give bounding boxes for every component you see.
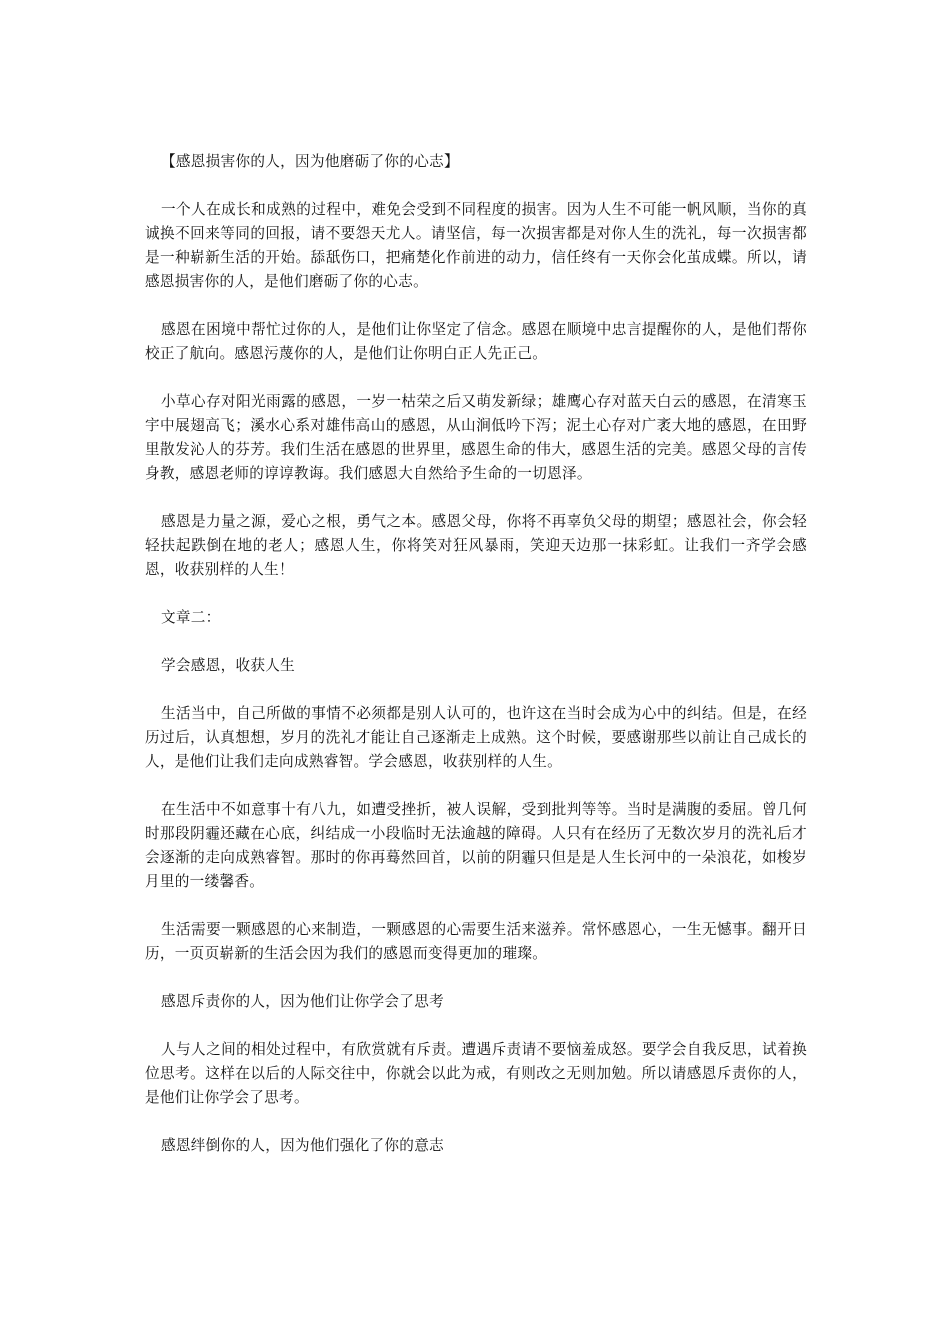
section-heading: 【感恩损害你的人，因为他磨砺了你的心志】 — [161, 153, 459, 170]
paragraph: 感恩是力量之源，爱心之根，勇气之本。感恩父母，你将不再辜负父母的期望；感恩社会，你会轻轻扶起跌倒在地的老人；感恩人生，你将笑对狂风暴雨，笑迎天边那一抹彩虹。让我们一齐学会感恩，收获别样的人生！ — [145, 513, 807, 578]
section-heading: 感恩绊倒你的人，因为他们强化了你的意志 — [161, 1137, 444, 1154]
paragraph: 小草心存对阳光雨露的感恩，一岁一枯荣之后又萌发新绿；雄鹰心存对蓝天白云的感恩，在清寒玉宇中展翅高飞；溪水心系对雄伟高山的感恩，从山涧低吟下泻；泥土心存对广袤大地的感恩，在田野里散发沁人的芬芳。我们生活在感恩的世界里，感恩生命的伟大，感恩生活的完美。感恩父母的言传身教，感恩老师的谆谆教诲。我们感恩大自然给予生命的一切恩泽。 — [145, 393, 807, 482]
document-body — [145, 150, 807, 1182]
article-title: 学会感恩，收获人生 — [161, 657, 296, 674]
paragraph: 生活需要一颗感恩的心来制造，一颗感恩的心需要生活来滋养。常怀感恩心，一生无憾事。翻开日历，一页页崭新的生活会因为我们的感恩而变得更加的璀璨。 — [145, 921, 807, 962]
article-label: 文章二： — [161, 609, 221, 626]
section-heading: 感恩斥责你的人，因为他们让你学会了思考 — [161, 993, 444, 1010]
paragraph: 一个人在成长和成熟的过程中，难免会受到不同程度的损害。因为人生不可能一帆风顺，当你的真诚换不回来等同的回报，请不要怨天尤人。请坚信，每一次损害都是对你人生的洗礼，每一次损害都是一种崭新生活的开始。舔舐伤口，把痛楚化作前进的动力，信任终有一天你会化茧成蝶。所以，请感恩损害你的人，是他们磨砺了你的心志。 — [145, 201, 807, 290]
paragraph: 人与人之间的相处过程中，有欣赏就有斥责。遭遇斥责请不要恼羞成怒。要学会自我反思，试着换位思考。这样在以后的人际交往中，你就会以此为戒，有则改之无则加勉。所以请感恩斥责你的人，是他们让你学会了思考。 — [145, 1041, 807, 1106]
paragraph: 在生活中不如意事十有八九，如遭受挫折，被人误解，受到批判等等。当时是满腹的委屈。曾几何时那段阴霾还藏在心底，纠结成一小段临时无法逾越的障碍。人只有在经历了无数次岁月的洗礼后才会逐渐的走向成熟睿智。那时的你再蓦然回首，以前的阴霾只但是是人生长河中的一朵浪花，如梭岁月里的一缕馨香。 — [145, 801, 807, 890]
paragraph: 生活当中，自己所做的事情不必须都是别人认可的，也许这在当时会成为心中的纠结。但是，在经历过后，认真想想，岁月的洗礼才能让自己逐渐走上成熟。这个时候，要感谢那些以前让自己成长的人，是他们让我们走向成熟睿智。学会感恩，收获别样的人生。 — [145, 705, 807, 770]
paragraph: 感恩在困境中帮忙过你的人，是他们让你坚定了信念。感恩在顺境中忠言提醒你的人，是他们帮你校正了航向。感恩污蔑你的人，是他们让你明白正人先正己。 — [145, 321, 807, 362]
